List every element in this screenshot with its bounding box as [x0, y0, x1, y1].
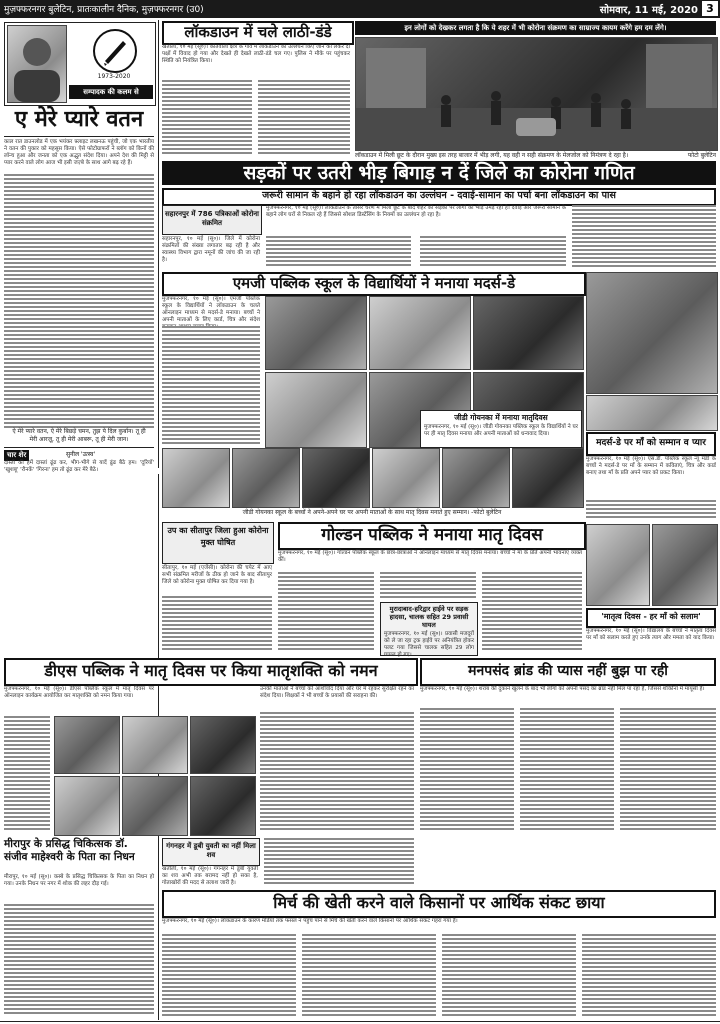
doctor-headline-box — [4, 838, 154, 872]
person-icon — [8, 26, 66, 102]
goenka-caption: जीडी गोयनका स्कूल के बच्चों ने अपने-अपने घर पर अपनी माताओं के साथ मातृ दिवस मनाते हुए सम्मान। -फोटो बुलेटिन — [242, 509, 502, 516]
lathi-text-col-2 — [258, 80, 350, 155]
headline-golden: गोल्डन पब्लिक ने मनाया मातृ दिवस — [278, 522, 586, 550]
dps-student-photo — [54, 716, 120, 774]
chilli-text-col-2 — [302, 934, 436, 1018]
mothers-respect-body: मुजफ्फरनगर, १० मई (सू०)। एस.डी. पब्लिक स्कूल न्यू मंडी के बच्चों ने मदर्स-डे पर माँ के सम्मान में कविताएं, चित्र और कार्ड बनाए तथा माँ के प्रति अपने प्यार को प्रकट किया। — [586, 456, 716, 476]
headline-mothers-quote: 'मातृत्व दिवस - हर माँ को सलाम' — [586, 608, 716, 628]
headline-dps: डीएस पब्लिक ने मातृ दिवस पर किया मातृशक्ति को नमन — [4, 658, 418, 686]
quill-pen-icon — [95, 31, 135, 71]
headline-mothers-respect: मदर्स-डे पर माँ को सम्मान व प्यार — [586, 432, 716, 456]
dps-student-photo — [122, 776, 188, 836]
student-photo — [265, 372, 367, 448]
divider — [4, 136, 154, 137]
mothers-quote-body: मुजफ्फरनगर, १० मई (सू०)। विद्यालय के बच्चों ने मातृत्व दिवस पर माँ को सलाम करते हुए उनके त्याग और ममता को याद किया। — [586, 628, 716, 641]
masthead-bar — [0, 0, 720, 18]
golden-text-col-2 — [380, 572, 476, 600]
brand-body: मुजफ्फरनगर, १० मई (सू०)। शराब की दुकानें खुलने के बाद भी लोगों को अपनी पसंद का ब्रांड नहीं मिल पा रहा है, जिससे शौकीनों में मायूसी है। — [420, 686, 705, 692]
highway-box — [380, 602, 478, 656]
lead-text-col-2 — [420, 236, 566, 270]
headline-lathi: लॉकडाउन में चले लाठी-डंडे — [162, 21, 354, 45]
brand-text-col-3 — [620, 708, 716, 834]
lead-body: मुजफ्फरनगर, १० मई (सू०)। लॉकडाउन के तीसरे चरण में मिली छूट के बाद शहर की सड़कों पर लोगों की भीड़ उमड़ रही है। दवाई और जरूरी सामान के बहाने लोग घरों से निकल रहे हैं जिससे सोशल डिस्टेंसिंग के नियमों का उल्लंघन हो रहा है। — [266, 205, 566, 218]
highway-body: मुजफ्फरनगर, १० मई (सू०)। प्रवासी मजदूरों को ले जा रहा ट्रक हाईवे पर अनियंत्रित होकर पलट गया जिससे चालक सहित 29 लोग घायल हो गए। — [384, 631, 474, 658]
crowd-scene-image — [356, 38, 717, 150]
doctor-text — [4, 904, 154, 1016]
headline-brand: मनपसंद ब्रांड की प्यास नहीं बुझ पा रही — [420, 658, 716, 686]
highway-headline: मुरादाबाद-हरिद्वार हाईवे पर सड़क हादसा, चालक सहित 29 प्रवासी घायल — [389, 605, 469, 629]
photo-credit: फोटो बुलेटिन — [687, 152, 716, 159]
samples-body: सहारनपुर, १० मई (सू०)। जिले में कोरोना संक्रमितों की संख्या लगातार बढ़ रही है और स्वास्थ्य विभाग द्वारा नमूनों की जांच की जा रही है। — [162, 236, 260, 263]
golden-text-col-3 — [482, 572, 582, 654]
goenka-body: मुजफ्फरनगर, १० मई (सू०)। जीडी गोयनका पब्लिक स्कूल के विद्यार्थियों ने घर पर ही मातृ दिवस मनाया और अपनी माताओं को धन्यवाद दिया। — [424, 424, 578, 437]
editorial-body: काल रात डाउनलोड में एक भयंकर फ़्लाइट लखनऊ पहुंची, जो एक भारतीय ने वतन की पुकार को महसूस किया। ऐसे फोटोग्राफरों ने ब्लॉग को किनों की लॉन्च हुआ और जनता को एक अद्भुत संदेश दिया। अपने देश की मिट्टी से प्यार करने वाले लोग आज भी इसी जज़्बे के साथ आगे बढ़ रहे हैं। — [4, 139, 154, 166]
editorial-title: ए मेरे प्यारे वतन — [14, 107, 144, 132]
kid-photo — [302, 448, 370, 508]
mother-child-photo-2 — [586, 395, 718, 431]
mid-story-body: उनकी माताओं ने बच्चों को आशीर्वाद दिया और घर में रहकर सुरक्षित रहने का संदेश दिया। शिक्षकों ने भी बच्चों के प्रयासों की सराहना की। — [260, 686, 414, 699]
lead-text-col-1 — [266, 236, 411, 270]
mother-child-photo — [586, 272, 718, 394]
dps-student-photo — [54, 776, 120, 836]
quote-text: दोस्ती की हमें दास्तां ढूंढ कर, भीग-भीगे से यादें ढूंढ बैठे हम। 'दूरियों' 'खुशबू' 'रौनकें' 'गिरना' हम तो ढूंढ कर मेरे बैठे। — [4, 460, 154, 473]
chilli-body: मुजफ्फरनगर, १० मई (सू०)। लॉकडाउन के कारण मंडियों तक फसल न पहुंच पाने से मिर्च की खेती करने वाले किसानों पर आर्थिक संकट गहरा गया है। — [162, 918, 458, 924]
sitapur-body: सीतापुर, १० मई (एजेंसी)। कोरोना की चपेट में आए सभी संक्रमित मरीजों के ठीक हो जाने के बाद सीतापुर जिले को कोरोना मुक्त घोषित कर दिया गया है। — [162, 565, 272, 585]
goenka-box — [420, 410, 582, 448]
dps-student-photo — [190, 776, 256, 836]
ganga-box — [162, 838, 260, 866]
sitapur-box — [162, 522, 274, 564]
kid-photo — [162, 448, 230, 508]
editorial-banner — [4, 22, 156, 106]
market-crowd-photo — [355, 37, 718, 151]
golden-text-col-1 — [278, 572, 374, 654]
ganga-headline: गंगनहर में डूबी युवती का नहीं मिला शव — [166, 842, 256, 859]
dps-student-photo — [122, 716, 188, 774]
column-name: सम्पादक की कलम से — [69, 85, 153, 99]
samples-box — [162, 205, 262, 235]
brand-text-col-1 — [420, 708, 514, 834]
samples-headline: सहारनपुर में 786 पत्रिकाओं कोरोना संक्रमित — [165, 210, 259, 227]
student-photo — [473, 296, 584, 370]
editorial-continued-text — [4, 174, 154, 432]
dps-text — [4, 716, 50, 834]
chilli-text-col-4 — [582, 934, 716, 1018]
sitapur-headline: उप का सीतापुर जिला हुआ कोरोना मुक्त घोषित — [167, 526, 269, 547]
sitapur-text — [162, 596, 272, 654]
kid-photo — [442, 448, 510, 508]
lathi-text-col-1 — [162, 80, 252, 155]
mothers-respect-text — [586, 500, 716, 520]
issue-date: सोमवार, 11 मई, 2020 — [599, 5, 698, 16]
kid-photo — [512, 448, 584, 508]
editor-photo — [7, 25, 67, 103]
dps-student-photo — [190, 716, 256, 774]
headline-chilli: मिर्च की खेती करने वाले किसानों पर आर्थिक संकट छाया — [162, 890, 716, 918]
ganga-body: खतौली, १० मई (सू०)। गंगनहर में डूबी युवती का शव अभी तक बरामद नहीं हो सका है, गोताखोरों की मदद से तलाश जारी है। — [162, 866, 258, 886]
page-bottom-rule — [0, 1021, 720, 1022]
lead-headline: सड़कों पर उतरी भीड़ बिगाड़ न दें जिले का कोरोना गणित — [162, 161, 716, 185]
quote-heading: चार शेर — [4, 450, 29, 461]
brand-text-col-2 — [520, 708, 614, 834]
quote-author: सुनील 'उत्स्व' — [66, 451, 96, 458]
child-photo — [652, 524, 718, 606]
dps-text-right — [260, 712, 414, 834]
golden-body: मुजफ्फरनगर, १० मई (सू०)। गोल्डन पब्लिक स्कूल के छात्र-छात्राओं ने ऑनलाइन माध्यम से मातृ दिवस मनाया। बच्चों ने मां के प्रति अपनी भावनाएं व्यक्त कीं। — [278, 550, 582, 563]
student-photo — [369, 296, 471, 370]
photo-caption: लॉकडाउन में मिली छूट के दौरान मुख्य इस तरह बाजार में भीड़ लगी, यह वही न सही संक्रमण के मेलजोल को निमंत्रण दे रहा है। — [355, 152, 629, 159]
ganga-text — [264, 838, 414, 886]
doctor-headline: मीरापुर के प्रसिद्ध चिकित्सक डॉ. संजीव माहेश्वरी के पिता का निधन — [4, 838, 135, 863]
student-photo — [265, 296, 367, 370]
quote-box — [4, 447, 154, 472]
lead-text-col-3 — [572, 205, 716, 270]
headline-mg-mothersday: एमजी पब्लिक स्कूल के विद्यार्थियों ने मनाया मदर्स-डे — [162, 272, 586, 296]
goenka-photo-strip — [162, 448, 582, 506]
chilli-text-col-1 — [162, 934, 296, 1018]
kid-photo — [232, 448, 300, 508]
chilli-text-col-3 — [442, 934, 576, 1018]
paper-info: मुज़फ्फरनगर बुलेटिन, प्रातःकालीन दैनिक, मुज़फ्फरनगर (उ0) — [4, 5, 204, 15]
mg-body: मुजफ्फरनगर, १० मई (सू०)। एमजी पब्लिक स्कूल के विद्यार्थियों ने लॉकडाउन के चलते ऑनलाइन माध्यम से मदर्स-डे मनाया। बच्चों ने अपनी माताओं के लिए कार्ड, चित्र और संदेश — [162, 296, 260, 323]
photo-title: इन लोगों को देखकर लगता है कि ये शहर में भी कोरोना संक्रमण का साम्राज्य कायम करेंगे हम दम लेंगे। — [355, 21, 716, 35]
pen-logo — [93, 29, 137, 73]
goenka-headline: जीडी गोयनका में मनाया मातृदिवस — [454, 413, 548, 422]
lathi-body: खतौली, १० मई (सू०)। कोतवाली क्षेत्र के गांव में लॉकडाउन का उल्लंघन किए जाने को लेकर दो पक्षों में विवाद हो गया और देखते ही देखते लाठी-डंडे चल गए। पुलिस ने मौके पर पहुंचकर स्थिति को नियंत्रित किया। — [162, 44, 350, 64]
dps-body: मुजफ्फरनगर, १० मई (सू०)। डीएस पब्लिक स्कूल में मातृ दिवस पर ऑनलाइन कार्यक्रम आयोजित कर मातृशक्ति को नमन किया गया। — [4, 686, 154, 699]
child-photo — [586, 524, 650, 606]
column-divider — [158, 20, 159, 468]
page-number: 3 — [702, 1, 718, 16]
dps-photo-grid — [54, 716, 254, 834]
kid-photo — [372, 448, 440, 508]
logo-years: 1973-2020 — [97, 73, 131, 80]
editorial-poem: ऐ मेरे प्यारे वतन, ऐ मेरे बिछड़े चमन, तुझ पे दिल कुर्बान। तू ही मेरी आरज़ू, तू ही मेरी आबरू, तू ही मेरी जान। — [12, 428, 146, 443]
doctor-body: मीरापुर, १० मई (सू०)। कस्बे के प्रसिद्ध चिकित्सक के पिता का निधन हो गया। उनके निधन पर नगर में शोक की लहर दौड़ गई। — [4, 874, 154, 887]
mg-text-col — [162, 326, 260, 446]
lead-subheadline: जरूरी सामान के बहाने हो रहा लॉकडाउन का उल्लंघन - दवाई-सामान का पर्चा बना लॉकडाउन का पास — [162, 188, 716, 206]
